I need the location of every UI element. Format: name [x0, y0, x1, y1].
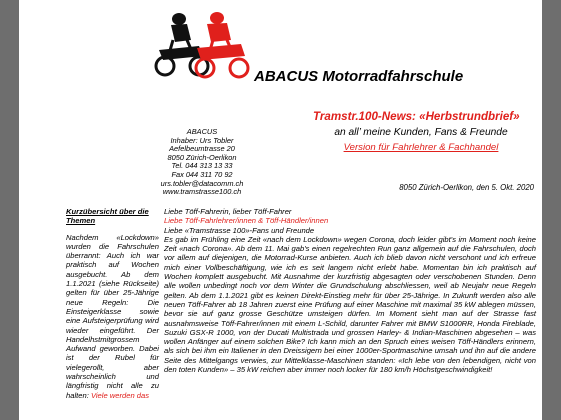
letter-page: [19, 0, 542, 420]
email-link[interactable]: urs.tobler@datacomm.ch: [160, 178, 244, 188]
address-line: Aefelbeumtrasse 20: [169, 144, 235, 154]
news-subtitle: an all’ meine Kunden, Fans & Freunde: [334, 127, 508, 138]
address-line: Tel. 044 313 13 33: [171, 161, 233, 171]
dateline: 8050 Zürich-Oerlikon, den 5. Okt. 2020: [399, 183, 534, 192]
address-line: 8050 Zürich-Oerlikon: [167, 152, 237, 162]
brand-title: ABACUS Motorradfahrschule: [254, 68, 464, 85]
sidebar-heading: Kurzübersicht über die Themen: [66, 207, 149, 226]
letter-body: [164, 207, 536, 374]
sidebar-text-red: Viele werden das: [90, 390, 150, 400]
sidebar-body: [66, 233, 159, 400]
address-block: [127, 128, 277, 197]
dealer-version-link[interactable]: Version für Fahrlehrer & Fachhandel: [343, 142, 499, 153]
greeting-dealers: Liebe Töff-Fahrlehrer/innen & Töff-Händler/innen: [164, 216, 329, 226]
sidebar-summary: [66, 207, 159, 400]
address-line: ABACUS: [186, 127, 218, 136]
greeting-fans: Liebe «Tramstrasse 100»-Fans und Freunde: [164, 225, 315, 235]
sidebar-text: Nachdem «Lockdown» wurden die Fahrschulen überrannt: Auch ich war praktisch auf Wochen ausgebucht. Ab dem 1.1.2021 (siehe Rückseite) gelten für über 25-Jährige neue Regeln: Die Einsteigerklasse sowie eine Aufsteigerprüfung wird wieder eingeführt. Der Handelhstmitgrossem Aufwand geworben. Dabei ist der Rubel für vielegerollt, aber wahrscheinlich und längfristig nicht alle zu halten:: [66, 232, 159, 400]
letter-paragraph: Es gab im Frühling eine Zeit «nach dem Lockdown» wegen Corona, doch leider gibt's im Moment noch keine Zeit «nach Corona». Ab dem 11. Mai gab's einen regelrechten Run ganz allgemein auf die Fahrschulen, doch vor allem auf diejenigen, die Motorrad-Kurse anbieten. Auch ich blieb davon nicht verschont und ich erfreue mich einer Vollbeschäftigung, wie ich es seit langem nicht erlebt habe. Momentan bin ich praktisch auf Wochen komplett ausgebucht. Mit Ausnahme der kurzfristig abgesagten oder verschobenen Stunden. Denn alle wollen unbedingt noch vor dem Winter die Grundschulung abschliessen, weil ab Neujahr neue Regeln gelten. Ab dem 1.1.2021 gibt es keinen Direkt-Einstieg mehr für über 25-Jährige. In Zukunft werden also alle neuen Töff-Fahrer ab 18 Jahren zuerst eine Prüfung auf einer Maschine mit maximal 35 kW ablegen müssen, bevor sie auf ganz grosse Geschütze umsteigen dürfen. Im Moment sieht man auf der Strasse fast ausnahmsweise Töff-Fahrer/innen mit einem L-Schild, darunter Fahrer mit BMW S1000RR, Honda Fireblade, Suzuki GSX-R 1000, von der Ducati Multistrada und grossen Harley- & Indian-Maschinen abgesehen – was wollen Anfänger auf einem solchen Bike? Ich kann mich an den Spruch eines weisen Töff-Händlers erinnern, als sich bei ihm ein Italiener in den Dreissigern bei einer 1000er-Sportmaschine umsah und ihn auf die andere Seite des Mittelgangs verwies, zur Mittelklasse-Maschinen standen: «Ich lebe von den lebendigen, nicht von den toten Kunden» – 35 kW reichen aber immer noch locker für 180 km/h Höchstgeschwindigkeit!: [164, 234, 536, 375]
website-link[interactable]: www.tramstrasse100.ch: [162, 187, 242, 197]
news-title: Tramstr.100-News: «Herbstrundbrief»: [313, 110, 520, 123]
greeting: Liebe Töff-Fahrerin, lieber Töff-Fahrer: [164, 207, 292, 216]
address-line: Fax 044 311 70 92: [171, 169, 233, 179]
motorcycle-riders-logo: [149, 10, 253, 80]
address-line: Inhaber: Urs Tobler: [170, 135, 234, 145]
